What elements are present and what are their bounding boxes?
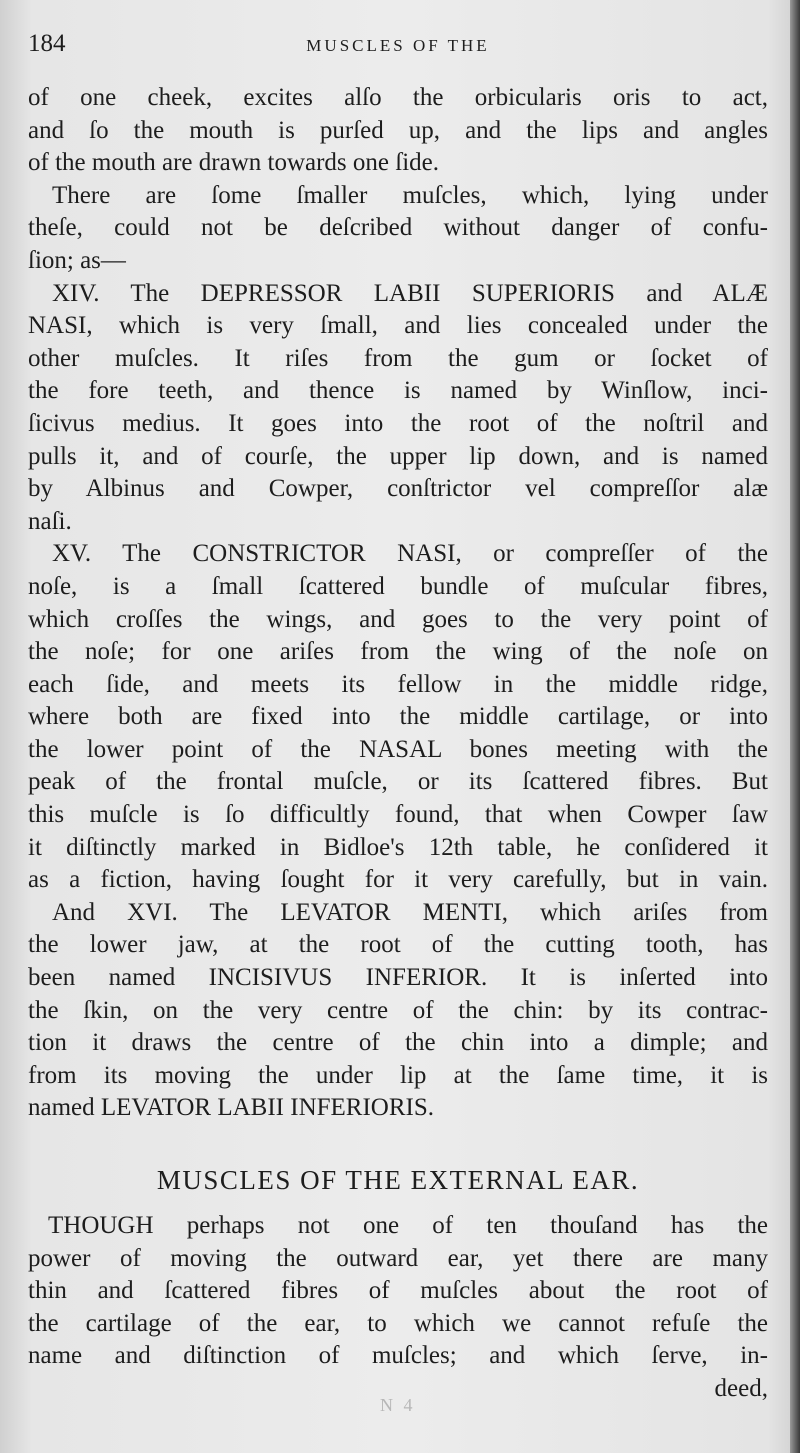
text-line: and ſo the mouth is purſed up, and the lips and angles <box>28 116 768 144</box>
text-line: ſion; as— <box>28 246 126 274</box>
text-line: the cartilage of the ear, to which we cannot refuſe the <box>28 1309 768 1337</box>
section-body-text <box>28 1210 768 1406</box>
text-line: naſi. <box>28 507 72 535</box>
text-line: theſe, could not be deſcribed without danger of confu- <box>28 214 768 242</box>
text-line: thin and ſcattered fibres of muſcles about the root of <box>28 1277 768 1305</box>
text-line: THOUGH perhaps not one of ten thouſand has the <box>48 1212 768 1239</box>
text-line: the fore teeth, and thence is named by Winſlow, inci- <box>28 377 768 405</box>
text-line: ſicivus medius. It goes into the root of the noſtril and <box>28 409 768 437</box>
text-line: of the mouth are drawn towards one ſide. <box>28 149 439 177</box>
text-line: other muſcles. It riſes from the gum or ſocket of <box>28 344 768 372</box>
page-spine-shadow <box>790 0 800 1453</box>
text-line: each ſide, and meets its fellow in the middle ridge, <box>28 670 768 698</box>
text-line: which croſſes the wings, and goes to the very point of <box>28 605 768 633</box>
text-line: There are ſome ſmaller muſcles, which, lying under <box>52 181 768 209</box>
text-line: the ſkin, on the very centre of the chin: by its contrac- <box>28 996 768 1024</box>
text-line: XV. The CONSTRICTOR NASI, or compreſſer of the <box>52 540 768 568</box>
text-line: where both are fixed into the middle cartilage, or into <box>28 703 768 731</box>
text-line: NASI, which is very ſmall, and lies concealed under the <box>28 312 768 340</box>
body-text <box>28 82 768 1125</box>
text-line: named LEVATOR LABII INFERIORIS. <box>28 1094 435 1122</box>
text-line: name and diſtinction of muſcles; and which ſerve, in- <box>28 1342 768 1370</box>
text-line: the lower point of the NASAL bones meeting with the <box>28 735 768 763</box>
text-line: power of moving the outward ear, yet there are many <box>28 1244 768 1272</box>
text-line: pulls it, and of courſe, the upper lip down, and is named <box>28 442 768 470</box>
text-line: by Albinus and Cowper, conſtrictor vel compreſſor alæ <box>28 475 768 503</box>
text-line: XIV. The DEPRESSOR LABII SUPERIORIS and ALÆ <box>52 279 768 307</box>
text-line: from its moving the under lip at the ſame time, it is <box>28 1061 768 1089</box>
page-header <box>28 30 768 64</box>
text-line: And XVI. The LEVATOR MENTI, which ariſes from <box>52 898 768 926</box>
page-number: 184 <box>28 30 66 57</box>
section-heading: MUSCLES OF THE EXTERNAL EAR. <box>156 1165 640 1195</box>
running-title: MUSCLES OF THE <box>306 36 490 55</box>
text-line: of one cheek, excites alſo the orbicularis oris to act, <box>28 84 768 111</box>
signature-mark: N 4 <box>380 1395 416 1415</box>
text-line: the lower jaw, at the root of the cutting tooth, has <box>28 931 768 959</box>
text-line: tion it draws the centre of the chin into a dimple; and <box>28 1029 768 1057</box>
text-line: as a fiction, having ſought for it very carefully, but in vain. <box>28 866 768 894</box>
text-line: been named INCISIVUS INFERIOR. It is inſerted into <box>28 964 768 992</box>
text-line: peak of the frontal muſcle, or its ſcattered fibres. But <box>28 768 768 796</box>
text-line: noſe, is a ſmall ſcattered bundle of muſcular fibres, <box>28 572 768 600</box>
catchword: deed, <box>714 1374 768 1402</box>
text-line: it diſtinctly marked in Bidloe's 12th table, he conſidered it <box>28 833 768 861</box>
text-line: this muſcle is ſo difficultly found, that when Cowper ſaw <box>28 801 768 829</box>
text-line: the noſe; for one ariſes from the wing of the noſe on <box>28 638 768 666</box>
